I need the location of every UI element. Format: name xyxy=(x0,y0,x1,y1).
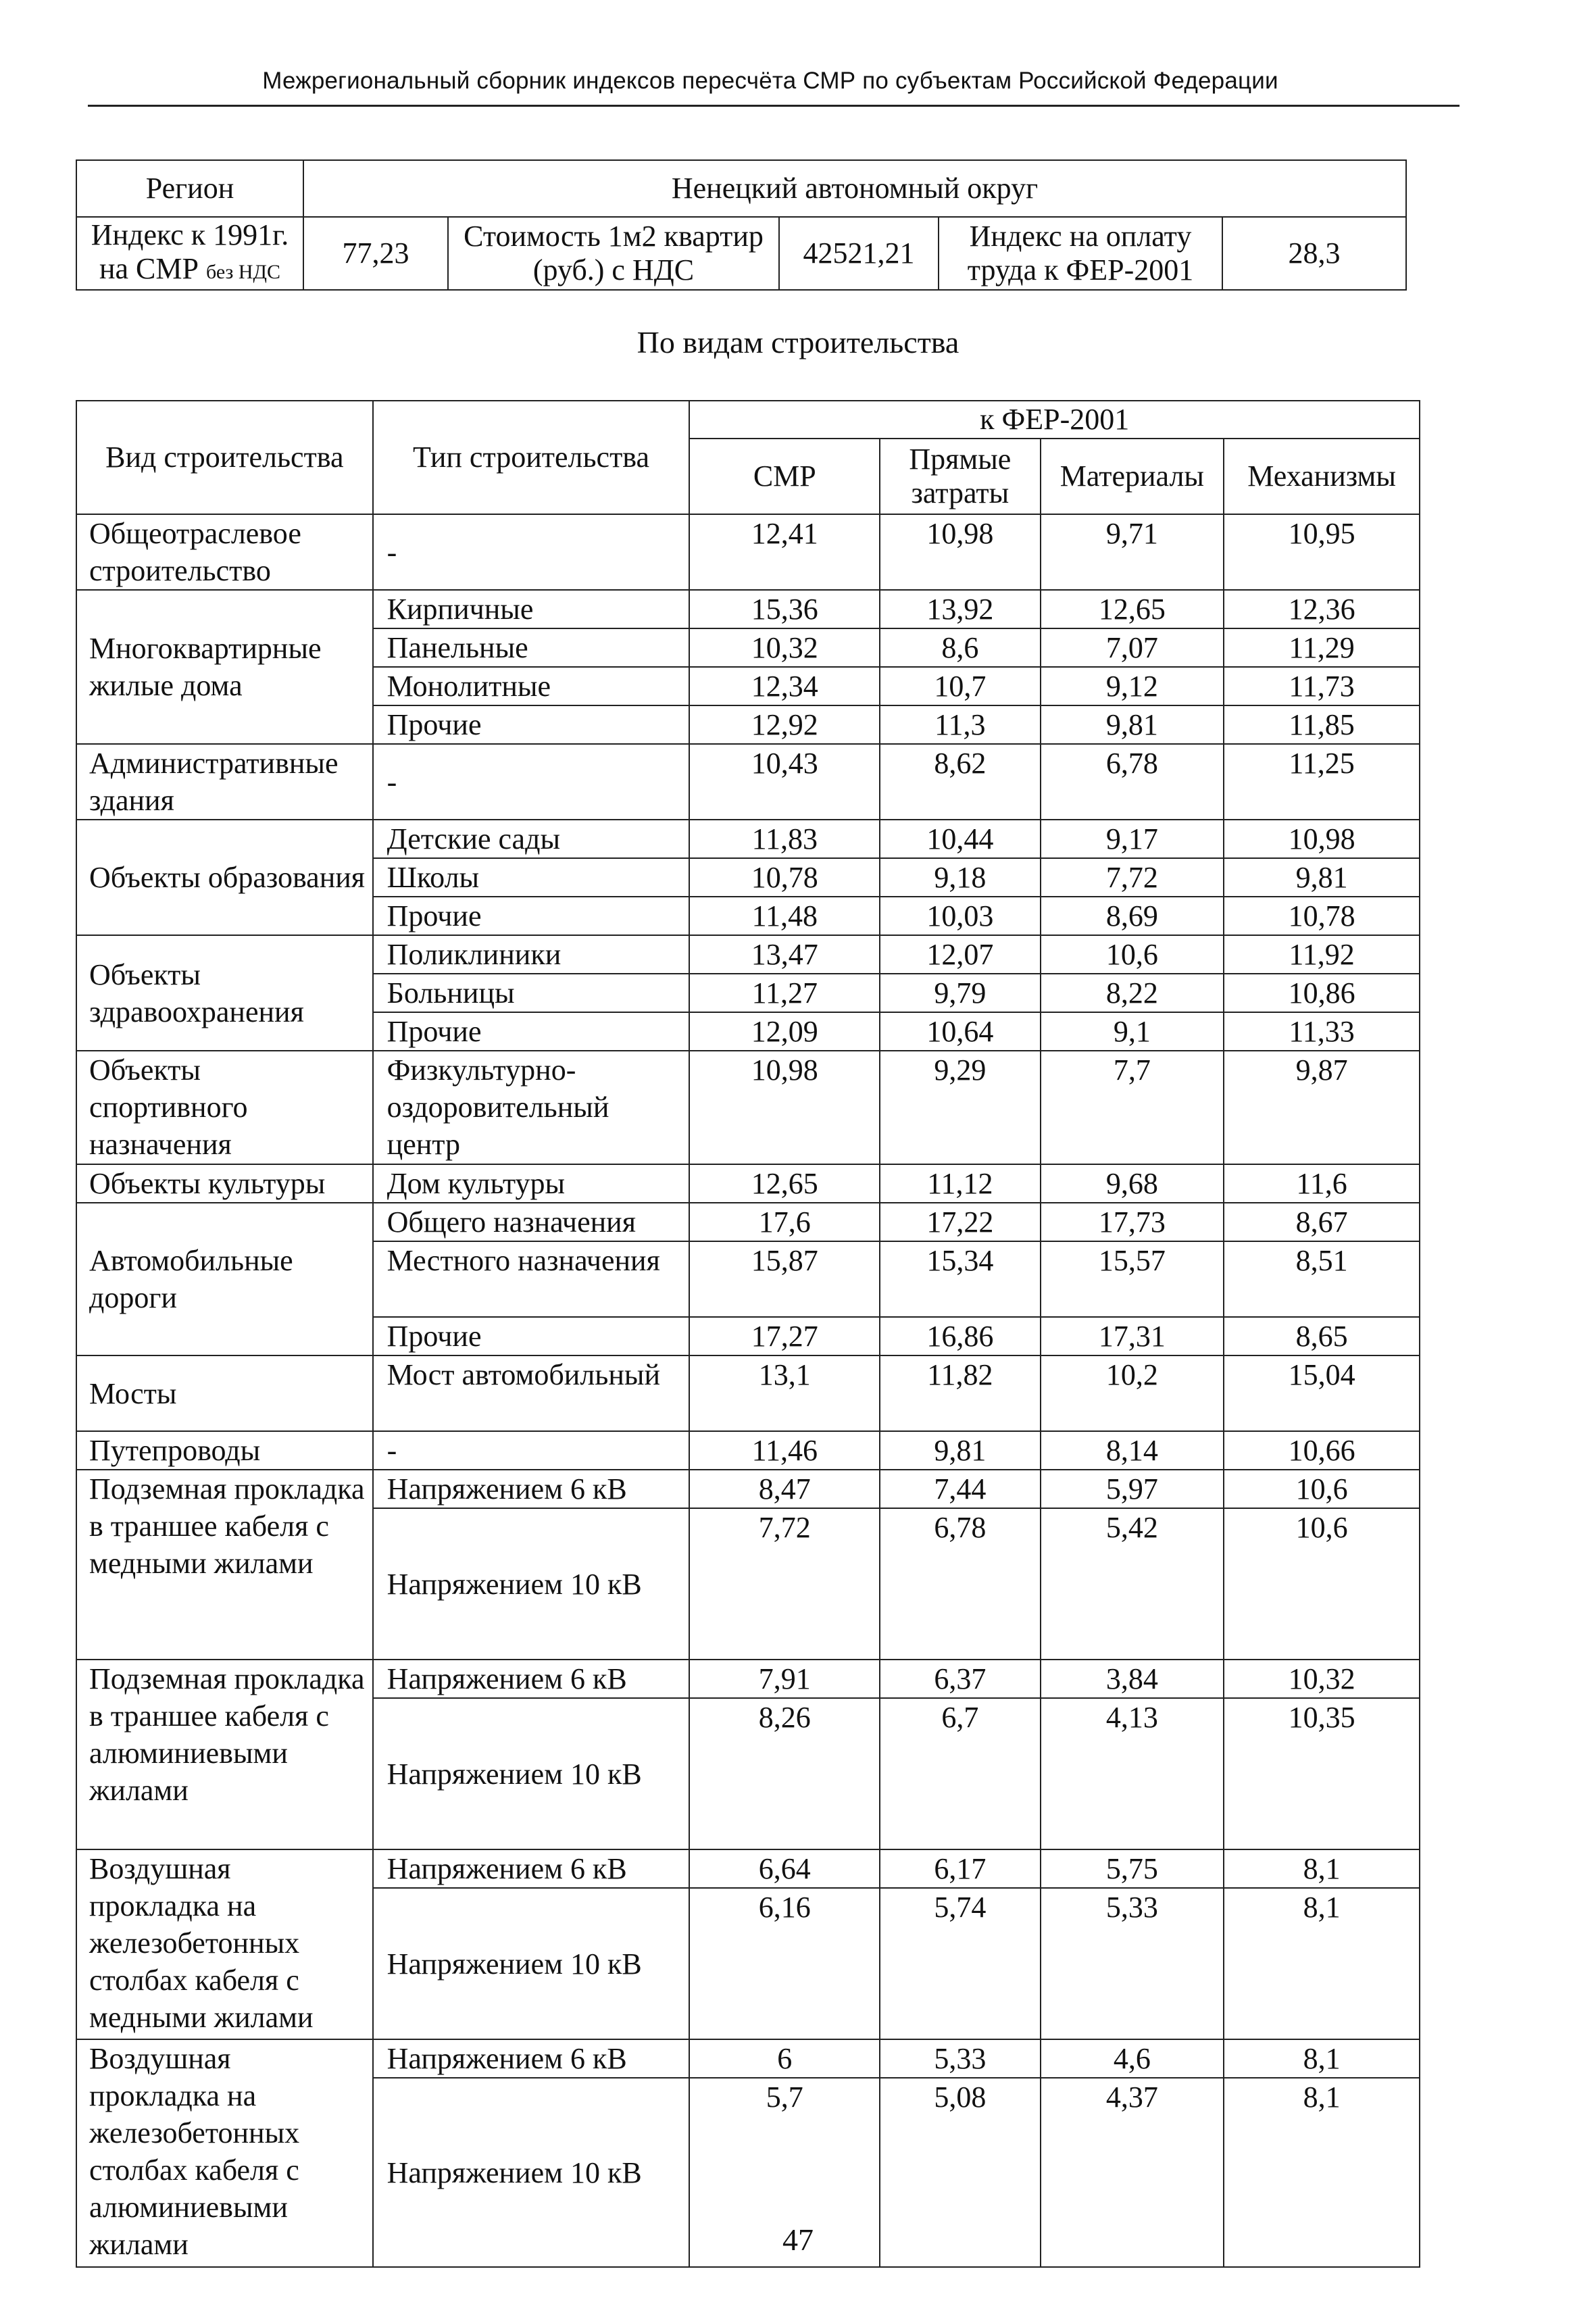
value-materials: 15,57 xyxy=(1041,1241,1224,1317)
value-direct: 15,34 xyxy=(880,1241,1040,1317)
table-row xyxy=(76,514,1420,590)
construction-type: Напряжением 10 кВ xyxy=(373,1888,690,2039)
value-machines: 10,98 xyxy=(1224,820,1420,858)
table-row xyxy=(76,1164,1420,1203)
value-machines: 11,33 xyxy=(1224,1012,1420,1051)
value-materials: 9,71 xyxy=(1041,514,1224,590)
value-smr: 10,43 xyxy=(689,744,880,820)
value-machines: 11,25 xyxy=(1224,744,1420,820)
index-label: Индекс к 1991г. на СМР xyxy=(91,218,289,285)
value-materials: 4,37 xyxy=(1041,2078,1224,2267)
construction-type: Напряжением 6 кВ xyxy=(373,1660,690,1698)
table-row xyxy=(76,1660,1420,1698)
construction-type: Напряжением 10 кВ xyxy=(373,1508,690,1660)
value-materials: 17,73 xyxy=(1041,1203,1224,1241)
table-row xyxy=(76,744,1420,820)
page-number: 47 xyxy=(782,2222,814,2257)
value-direct: 6,17 xyxy=(880,1849,1040,1888)
table-row xyxy=(76,820,1420,858)
value-machines: 9,87 xyxy=(1224,1051,1420,1164)
value-direct: 9,18 xyxy=(880,858,1040,897)
construction-type: Дом культуры xyxy=(373,1164,690,1203)
value-machines: 8,1 xyxy=(1224,2039,1420,2078)
value-smr: 5,7 xyxy=(689,2078,880,2267)
header-type: Тип строительства xyxy=(373,401,690,514)
value-direct: 9,81 xyxy=(880,1431,1040,1470)
table-row xyxy=(76,1470,1420,1508)
value-smr: 7,72 xyxy=(689,1508,880,1660)
header-machines: Механизмы xyxy=(1224,439,1420,514)
value-smr: 11,83 xyxy=(689,820,880,858)
value-smr: 10,32 xyxy=(689,628,880,667)
value-smr: 13,47 xyxy=(689,935,880,974)
cost-label: Стоимость 1м2 квартир (руб.) с НДС xyxy=(448,217,779,290)
construction-type: - xyxy=(373,1431,690,1470)
labor-value: 28,3 xyxy=(1222,217,1406,290)
value-machines: 10,6 xyxy=(1224,1470,1420,1508)
value-machines: 11,6 xyxy=(1224,1164,1420,1203)
value-machines: 10,66 xyxy=(1224,1431,1420,1470)
value-smr: 12,09 xyxy=(689,1012,880,1051)
value-machines: 12,36 xyxy=(1224,590,1420,628)
value-materials: 7,72 xyxy=(1041,858,1224,897)
value-materials: 6,78 xyxy=(1041,744,1224,820)
construction-type: - xyxy=(373,514,690,590)
value-smr: 12,92 xyxy=(689,705,880,744)
value-machines: 9,81 xyxy=(1224,858,1420,897)
value-materials: 4,13 xyxy=(1041,1698,1224,1849)
construction-type: Поликлиники xyxy=(373,935,690,974)
value-smr: 6,16 xyxy=(689,1888,880,2039)
construction-type: Физкультурно-оздоровительный центр xyxy=(373,1051,690,1164)
header-group: к ФЕР-2001 xyxy=(689,401,1420,439)
value-machines: 10,6 xyxy=(1224,1508,1420,1660)
cost-value: 42521,21 xyxy=(779,217,939,290)
value-direct: 6,7 xyxy=(880,1698,1040,1849)
construction-type: Кирпичные xyxy=(373,590,690,628)
value-materials: 5,33 xyxy=(1041,1888,1224,2039)
value-materials: 12,65 xyxy=(1041,590,1224,628)
construction-kind: Многоквартирные жилые дома xyxy=(76,590,373,744)
region-name: Ненецкий автономный округ xyxy=(303,160,1406,217)
value-materials: 9,81 xyxy=(1041,705,1224,744)
value-smr: 11,48 xyxy=(689,897,880,935)
construction-kind: Путепроводы xyxy=(76,1431,373,1470)
value-materials: 4,6 xyxy=(1041,2039,1224,2078)
table-row xyxy=(76,2039,1420,2078)
value-direct: 11,12 xyxy=(880,1164,1040,1203)
value-direct: 5,74 xyxy=(880,1888,1040,2039)
index-table xyxy=(76,400,1420,2268)
value-machines: 11,92 xyxy=(1224,935,1420,974)
value-direct: 10,98 xyxy=(880,514,1040,590)
labor-label: Индекс на оплату труда к ФЕР-2001 xyxy=(939,217,1222,290)
value-machines: 8,1 xyxy=(1224,1888,1420,2039)
value-direct: 11,82 xyxy=(880,1355,1040,1431)
value-smr: 12,34 xyxy=(689,667,880,705)
value-materials: 10,6 xyxy=(1041,935,1224,974)
value-materials: 5,75 xyxy=(1041,1849,1224,1888)
header-materials: Материалы xyxy=(1041,439,1224,514)
construction-type: Школы xyxy=(373,858,690,897)
value-direct: 5,33 xyxy=(880,2039,1040,2078)
table-row xyxy=(76,590,1420,628)
value-machines: 8,51 xyxy=(1224,1241,1420,1317)
value-machines: 10,35 xyxy=(1224,1698,1420,1849)
construction-type: Прочие xyxy=(373,705,690,744)
value-smr: 10,78 xyxy=(689,858,880,897)
value-direct: 7,44 xyxy=(880,1470,1040,1508)
value-smr: 8,47 xyxy=(689,1470,880,1508)
value-machines: 8,65 xyxy=(1224,1317,1420,1355)
value-materials: 9,68 xyxy=(1041,1164,1224,1203)
value-direct: 16,86 xyxy=(880,1317,1040,1355)
construction-type: Монолитные xyxy=(373,667,690,705)
construction-type: Детские сады xyxy=(373,820,690,858)
value-machines: 8,67 xyxy=(1224,1203,1420,1241)
construction-type: Прочие xyxy=(373,1012,690,1051)
value-machines: 8,1 xyxy=(1224,2078,1420,2267)
value-machines: 8,1 xyxy=(1224,1849,1420,1888)
value-direct: 6,37 xyxy=(880,1660,1040,1698)
index-label-suffix: без НДС xyxy=(205,260,281,283)
value-materials: 17,31 xyxy=(1041,1317,1224,1355)
value-direct: 6,78 xyxy=(880,1508,1040,1660)
document-header: Межрегиональный сборник индексов пересчёта СМР по субъектам Российской Федерации xyxy=(262,68,1278,94)
value-smr: 15,36 xyxy=(689,590,880,628)
construction-kind: Автомобильные дороги xyxy=(76,1203,373,1355)
table-body xyxy=(76,514,1420,2267)
value-smr: 7,91 xyxy=(689,1660,880,1698)
value-materials: 9,1 xyxy=(1041,1012,1224,1051)
header-direct: Прямые затраты xyxy=(880,439,1040,514)
value-machines: 10,78 xyxy=(1224,897,1420,935)
construction-kind: Объекты здравоохранения xyxy=(76,935,373,1051)
construction-kind: Объекты спортивного назначения xyxy=(76,1051,373,1164)
construction-kind: Административные здания xyxy=(76,744,373,820)
value-direct: 5,08 xyxy=(880,2078,1040,2267)
construction-type: Напряжением 10 кВ xyxy=(373,1698,690,1849)
table-row xyxy=(76,1431,1420,1470)
table-row xyxy=(76,1203,1420,1241)
value-smr: 12,65 xyxy=(689,1164,880,1203)
value-machines: 10,86 xyxy=(1224,974,1420,1012)
table-row xyxy=(76,935,1420,974)
section-title: По видам строительства xyxy=(637,325,959,359)
value-direct: 10,44 xyxy=(880,820,1040,858)
value-direct: 10,7 xyxy=(880,667,1040,705)
value-smr: 6 xyxy=(689,2039,880,2078)
index-value: 77,23 xyxy=(303,217,448,290)
value-direct: 10,64 xyxy=(880,1012,1040,1051)
table-row xyxy=(76,1051,1420,1164)
value-smr: 6,64 xyxy=(689,1849,880,1888)
value-direct: 8,6 xyxy=(880,628,1040,667)
value-direct: 9,79 xyxy=(880,974,1040,1012)
value-materials: 9,17 xyxy=(1041,820,1224,858)
construction-type: Общего назначения xyxy=(373,1203,690,1241)
construction-type: Больницы xyxy=(373,974,690,1012)
construction-kind: Подземная прокладка в траншее кабеля с алюминиевыми жилами xyxy=(76,1660,373,1849)
value-machines: 11,29 xyxy=(1224,628,1420,667)
value-smr: 10,98 xyxy=(689,1051,880,1164)
header-kind: Вид строительства xyxy=(76,401,373,514)
value-direct: 11,3 xyxy=(880,705,1040,744)
value-smr: 17,27 xyxy=(689,1317,880,1355)
region-table xyxy=(76,159,1407,291)
value-machines: 11,73 xyxy=(1224,667,1420,705)
construction-type: - xyxy=(373,744,690,820)
construction-kind: Подземная прокладка в траншее кабеля с медными жилами xyxy=(76,1470,373,1660)
construction-type: Напряжением 10 кВ xyxy=(373,2078,690,2267)
value-materials: 9,12 xyxy=(1041,667,1224,705)
value-materials: 10,2 xyxy=(1041,1355,1224,1431)
value-materials: 8,22 xyxy=(1041,974,1224,1012)
construction-type: Напряжением 6 кВ xyxy=(373,1849,690,1888)
value-smr: 11,27 xyxy=(689,974,880,1012)
construction-type: Панельные xyxy=(373,628,690,667)
value-direct: 17,22 xyxy=(880,1203,1040,1241)
value-machines: 10,95 xyxy=(1224,514,1420,590)
value-smr: 8,26 xyxy=(689,1698,880,1849)
construction-kind: Объекты образования xyxy=(76,820,373,935)
value-materials: 7,7 xyxy=(1041,1051,1224,1164)
construction-kind: Общеотраслевое строительство xyxy=(76,514,373,590)
construction-type: Местного назначения xyxy=(373,1241,690,1317)
region-label: Регион xyxy=(76,160,303,217)
value-direct: 9,29 xyxy=(880,1051,1040,1164)
construction-type: Напряжением 6 кВ xyxy=(373,1470,690,1508)
construction-type: Напряжением 6 кВ xyxy=(373,2039,690,2078)
construction-kind: Воздушная прокладка на железобетонных столбах кабеля с медными жилами xyxy=(76,1849,373,2039)
table-row xyxy=(76,1849,1420,1888)
value-materials: 8,14 xyxy=(1041,1431,1224,1470)
value-smr: 15,87 xyxy=(689,1241,880,1317)
value-machines: 15,04 xyxy=(1224,1355,1420,1431)
value-direct: 13,92 xyxy=(880,590,1040,628)
value-smr: 13,1 xyxy=(689,1355,880,1431)
value-smr: 11,46 xyxy=(689,1431,880,1470)
value-smr: 17,6 xyxy=(689,1203,880,1241)
value-materials: 3,84 xyxy=(1041,1660,1224,1698)
header-rule xyxy=(88,105,1460,107)
construction-kind: Объекты культуры xyxy=(76,1164,373,1203)
value-direct: 10,03 xyxy=(880,897,1040,935)
value-smr: 12,41 xyxy=(689,514,880,590)
construction-kind: Мосты xyxy=(76,1355,373,1431)
index-label-cell xyxy=(76,217,303,290)
header-smr: СМР xyxy=(689,439,880,514)
construction-type: Прочие xyxy=(373,1317,690,1355)
construction-type: Прочие xyxy=(373,897,690,935)
value-materials: 5,42 xyxy=(1041,1508,1224,1660)
value-machines: 11,85 xyxy=(1224,705,1420,744)
value-materials: 7,07 xyxy=(1041,628,1224,667)
construction-kind: Воздушная прокладка на железобетонных столбах кабеля с алюминиевыми жилами xyxy=(76,2039,373,2267)
value-materials: 8,69 xyxy=(1041,897,1224,935)
value-machines: 10,32 xyxy=(1224,1660,1420,1698)
value-direct: 12,07 xyxy=(880,935,1040,974)
construction-type: Мост автомобильный xyxy=(373,1355,690,1431)
table-row xyxy=(76,1355,1420,1431)
value-direct: 8,62 xyxy=(880,744,1040,820)
value-materials: 5,97 xyxy=(1041,1470,1224,1508)
